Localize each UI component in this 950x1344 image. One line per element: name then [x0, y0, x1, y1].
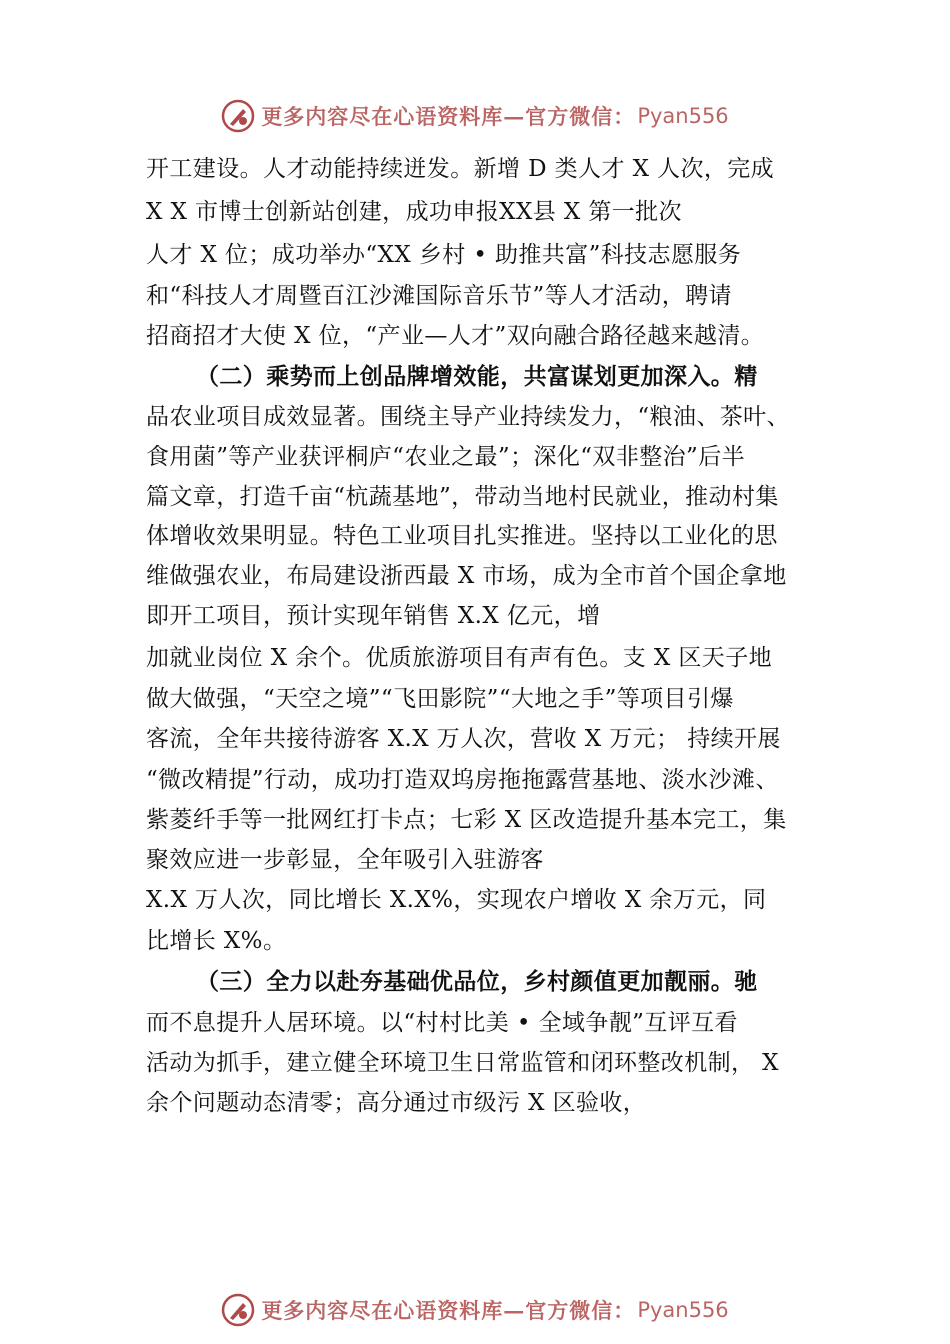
body-line: 比增长 X%。 — [146, 928, 287, 954]
body-line: 品农业项目成效显著。围绕主导产业持续发力，“粮油、茶叶、 — [146, 404, 790, 430]
body-line: 体增收效果明显。特色工业项目扎实推进。坚持以工业化的思 — [146, 523, 778, 549]
body-line: 维做强农业，布局建设浙西最 X 市场，成为全市首个国企拿地 — [146, 563, 787, 589]
body-line: 开工建设。人才动能持续迸发。新增 D 类人才 X 人次，完成 — [146, 156, 775, 182]
body-line: 招商招才大使 X 位，“产业—人才”双向融合路径越来越清。 — [146, 323, 765, 349]
body-line: 和“科技人才周暨百江沙滩国际音乐节”等人才活动，聘请 — [146, 283, 732, 309]
watermark-wechat-id: Pyan556 — [637, 104, 729, 128]
pen-seal-logo-icon — [221, 1293, 255, 1327]
body-line: 余个问题动态清零；高分通过市级污 X 区验收， — [146, 1090, 647, 1116]
pen-seal-logo-icon — [221, 99, 255, 133]
body-line: 人才 X 位；成功举办“XX 乡村 • 助推共富”科技志愿服务 — [146, 242, 742, 268]
watermark-text: 更多内容尽在心语资料库—官方微信： — [261, 1298, 636, 1323]
body-line: 加就业岗位 X 余个。优质旅游项目有声有色。支 X 区天子地 — [146, 645, 772, 671]
body-line: 即开工项目，预计实现年销售 X.X 亿元，增 — [146, 603, 601, 629]
body-line: 客流，全年共接待游客 X.X 万人次，营收 X 万元； 持续开展 — [146, 726, 781, 752]
body-line: 聚效应进一步彰显，全年吸引入驻游客 — [146, 847, 544, 873]
watermark-text: 更多内容尽在心语资料库—官方微信： — [261, 104, 636, 129]
body-line: X X 市博士创新站创建，成功申报XX县 X 第一批次 — [146, 199, 682, 225]
body-line: “微改精提”行动，成功打造双坞房拖拖露营基地、淡水沙滩、 — [146, 767, 779, 793]
body-line: 紫菱纤手等一批网红打卡点；七彩 X 区改造提升基本完工，集 — [146, 807, 787, 833]
body-line: X.X 万人次，同比增长 X.X%，实现农户增收 X 余万元，同 — [146, 887, 767, 913]
body-line: 食用菌”等产业获评桐庐“农业之最”；深化“双非整治”后半 — [146, 444, 745, 470]
section-heading-2: （二）乘势而上创品牌增效能，共富谋划更加深入。精 — [196, 363, 758, 390]
body-line: 篇文章，打造千亩“杭蔬基地”，带动当地村民就业，推动村集 — [146, 484, 779, 510]
body-line: 做大做强，“天空之境”“飞田影院”“大地之手”等项目引爆 — [146, 686, 734, 712]
section-heading-3: （三）全力以赴夯基础优品位，乡村颜值更加靓丽。驰 — [196, 968, 758, 995]
watermark-wechat-id: Pyan556 — [637, 1298, 729, 1322]
body-line: 而不息提升人居环境。以“村村比美 • 全域争靓”互评互看 — [146, 1010, 738, 1036]
watermark-banner-bottom — [0, 1290, 950, 1330]
body-line: 活动为抓手，建立健全环境卫生日常监管和闭环整改机制， X — [146, 1050, 779, 1076]
watermark-banner-top — [0, 96, 950, 136]
